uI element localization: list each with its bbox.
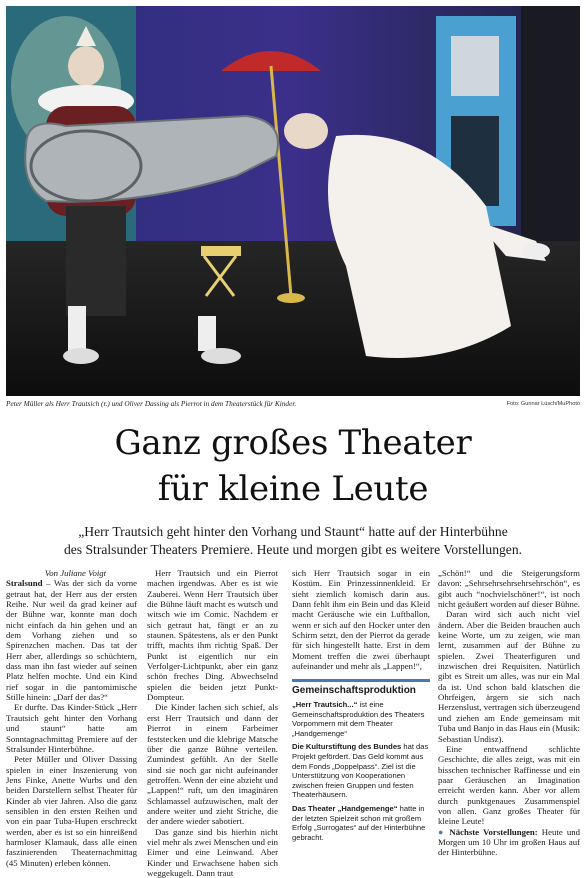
headline-line-1: Ganz großes Theater	[114, 423, 472, 463]
headline-line-2: für kleine Leute	[157, 469, 429, 509]
info-box-title: Gemeinschaftsproduktion	[292, 679, 430, 696]
paragraph-text: – Was der sich da vorne getraut hat, der Herr aus der ersten Reihe. Nur weil da grad keiner auf der Bühne war, konnte man doch nicht einfach da hin gehen und an dem Vorhang ziehen und so Spirenzchen machen. Das tat der Herr aber, allerdings so schüchtern, dass man ihn fast wieder auf seinen Platz helfen mochte. Und ein Kind rief sogar in die pantomimische Stille hinein: „Darf der das?“	[6, 578, 137, 703]
paragraph: Daran wird sich auch nicht viel ändern. Aber die Beiden brauchen auch keine Worte, um zu zeigen, wie man lernt, zusammen auf der Bühne zu spielen. Zwei Theaterfiguren und inzwischen drei Requisiten. Natürlich gibt es Streit um alles, was nur ein Mal da ist. Und schon bald klatschen die Ohrfeigen, ärgern sie sich nach Herzenslust, vertragen sich überzeugend und ziehen am Ende gemeinsam mit Tuba und Banjo in das Haus ein (Musik: Sebastian Undisz).	[438, 609, 580, 744]
photo-caption: Peter Müller als Herr Trautsich (r.) und Oliver Dassing als Pierrot in dem Theaterstück für Kinder.	[6, 399, 297, 408]
paragraph: Er durfte. Das Kinder-Stück „Herr Trautsich geht hinter den Vorhang und staunt“ hatte am Sonntagnachmittag Premiere auf der Stralsunder Hinterbühne.	[6, 702, 137, 754]
article-column-2	[147, 568, 278, 878]
dateline: Stralsund	[6, 578, 43, 589]
info-box-paragraph	[292, 804, 430, 842]
paragraph	[6, 578, 137, 702]
byline: Von Juliane Voigt	[44, 568, 107, 578]
info-box-lead: „Herr Trautsich...“	[292, 700, 358, 710]
info-box-text: hat das Projekt gefördert. Das Geld kommt aus dem Fonds „Doppelpass“. Ziel ist die Unterstützung von Kooperationen zwischen freien Gruppen und festen Theaterhäusern.	[292, 742, 429, 800]
info-box-text: hatte in der letzten Spielzeit schon mit großem Erfolg „Surrogates“ auf der Hinterbühne gebracht.	[292, 803, 426, 842]
article-photo	[6, 6, 580, 396]
paragraph: Das ganze sind bis hierhin nicht viel mehr als zwei Menschen und ein Eimer und eine Leinwand. Aber Kinder und Erwachsene haben sich weggekugelt. Dann traut	[147, 826, 278, 878]
info-box-lead: Die Kulturstiftung des Bundes	[292, 742, 402, 752]
article-column-4	[438, 568, 580, 858]
subheadline-line-1: „Herr Trautsich geht hinter den Vorhang und Staunt“ hatte auf der Hinterbühne	[78, 524, 508, 539]
bullet-dot-icon: ●	[438, 826, 446, 837]
photo-credit: Foto: Gunnar Lüsch/MuPhoto	[506, 401, 580, 407]
paragraph: „Schön!“ und die Steigerungsform davon: „Sehrsehrsehrsehrsehrschön“, es gibt auch “nochvielschöner!“, ist noch nicht geäußert worden auf dieser Bühne.	[438, 568, 580, 610]
paragraph: Herr Trautsich und ein Pierrot machen irgendwas. Aber es ist wie Zauberei. Wenn Herr Trautsich über die Bühne läuft macht es wutsch und witsch wie im Comic. Nachdem er sich getraut hat, fängt er an zu staunen. Spätestens, als er den Punkt trifft, machts ihm richtig Spaß. Der Punkt ist eigentlich nur ein Verfolger-Lichtpunkt, aber ein ganz schön freches Ding. Abwechselnd spielen die beiden jetzt Punkt-Dompteur.	[147, 568, 278, 703]
next-performances-text: Heute und Morgen um 10 Uhr im großen Haus auf der Hinterbühne.	[438, 826, 580, 858]
info-box-text: ist eine Gemeinschaftsproduktion des Theaters Vorpommern mit dem Theater „Handgemenge“	[292, 700, 425, 738]
paragraph: Eine entwaffnend schlichte Geschichte, die alles zeigt, was mit ein bisschen technischer Raffinesse und ein paar Geräuschen an Imagination erreicht werden kann. Aber vor allem durch punktgenaues Zusammenspiel von allen. Ganz großes Theater für kleine Leute!	[438, 743, 580, 827]
subheadline	[14, 523, 572, 559]
paragraph: sich Herr Trautsich sogar in ein Kostüm. Ein Prinzessinnenkleid. Er sieht ziemlich komisch darin aus. Dann fehlt ihm ein Bein und das Kleid macht Geräusche wie ein Luftballon, wenn er sich auf den Hocker unter den Schirm setzt, den der Pierrot da gerade für sich hingestellt hatte. Erst in dem Moment treffen die zwei überhaupt aufeinander und mehr als „Lappen!“,	[292, 568, 430, 672]
info-box-lead: Das Theater „Handgemenge“	[292, 803, 398, 813]
subheadline-line-2: des Stralsunder Theaters Premiere. Heute und morgen gibt es weitere Vorstellungen.	[63, 542, 523, 557]
info-box-paragraph	[292, 742, 430, 800]
article-column-1	[6, 568, 137, 868]
stage-scene-illustration	[6, 6, 580, 396]
paragraph: Die Kinder lachen sich schief, als erst Herr Trautsich und dann der Pierrot in einem Farbeimer feststecken und die klebrige Matsche über die ganze Bühne verteilen. Zumindest gefühlt. An der Stelle sind sie noch gar nicht aufeinander getroffen. Wenn der eine abzieht und „Lappen!“ ruft, um den imaginären Schlamassel aufzuwischen, malt der andere weiter und zieht Striche, die der andere wieder sabotiert.	[147, 702, 278, 827]
next-performances-label: Nächste Vorstellungen:	[449, 826, 538, 837]
info-box-paragraph	[292, 700, 430, 738]
photo-caption-row	[6, 398, 580, 410]
article-column-3	[292, 568, 430, 846]
info-box	[292, 679, 430, 842]
next-performances	[438, 827, 580, 858]
paragraph: Peter Müller und Oliver Dassing spielen in einer Inszenierung von Jens Finke, Anette Wurbs und den beiden Darstellern selbst Theater für Kinder ab vier Jahren. Also die ganz sensiblen in den ersten Reihen und von ein paar Tuba-Hupen erschreckt werden, aber es ist so ein hinreißend harmloser Klamauk, dass alle einen faszinierenden Theaternachmittag (45 Minuten) erleben können.	[6, 754, 137, 868]
